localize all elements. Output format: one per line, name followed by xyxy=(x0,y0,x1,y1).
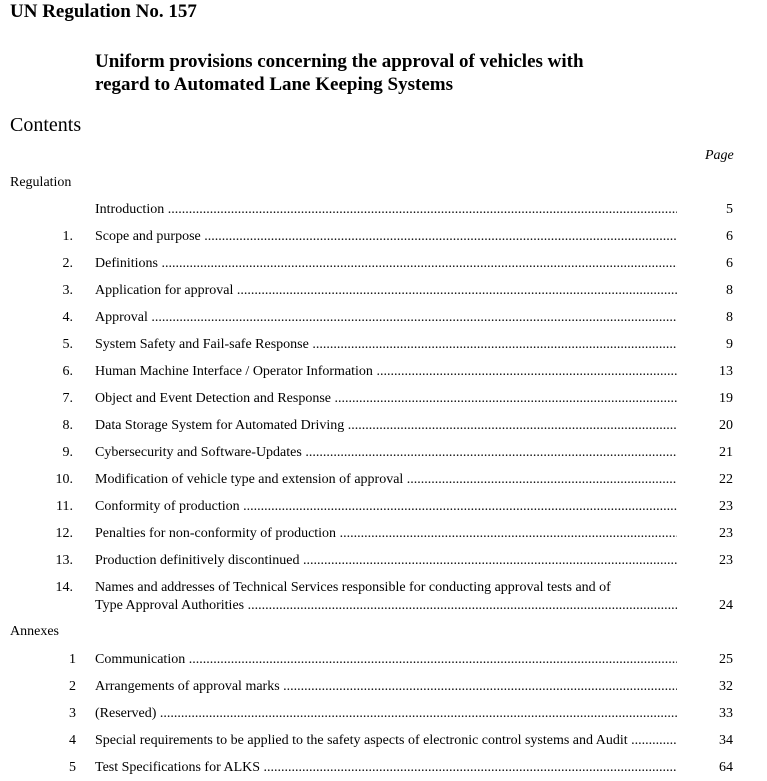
document-subtitle xyxy=(95,50,695,96)
entry-title[interactable]: Definitions ..... xyxy=(95,255,677,273)
entry-number: 14. xyxy=(55,580,73,595)
entry-page: 13 xyxy=(719,364,733,379)
toc-entry[interactable] xyxy=(0,255,767,273)
toc-entry[interactable] xyxy=(0,651,767,669)
toc-entry[interactable] xyxy=(0,705,767,723)
entry-number: 5. xyxy=(62,337,73,352)
entry-number: 6. xyxy=(62,364,73,379)
entry-title[interactable]: Object and Event Detection and Response ..... xyxy=(95,390,677,408)
entry-page: 19 xyxy=(719,391,733,406)
contents-heading: Contents xyxy=(10,114,82,136)
entry-page: 8 xyxy=(726,310,733,325)
toc-entry[interactable] xyxy=(0,732,767,750)
entry-page: 6 xyxy=(726,229,733,244)
toc-entry[interactable] xyxy=(0,309,767,327)
toc-entry[interactable] xyxy=(0,498,767,516)
entry-title-line-1[interactable]: Names and addresses of Technical Services responsible for conducting approval tests and of xyxy=(95,580,611,595)
entry-title[interactable]: Data Storage System for Automated Driving ..... xyxy=(95,417,677,435)
entry-number: 11. xyxy=(56,499,73,514)
entry-number: 1. xyxy=(62,229,73,244)
entry-number: 9. xyxy=(62,445,73,460)
entry-page: 23 xyxy=(719,526,733,541)
entry-title[interactable]: Penalties for non-conformity of production ..... xyxy=(95,525,677,543)
toc-entry[interactable] xyxy=(0,678,767,696)
entry-number: 8. xyxy=(62,418,73,433)
entry-title[interactable]: Production definitively discontinued ..... xyxy=(95,552,677,570)
entry-number: 1 xyxy=(69,652,76,667)
toc-entry[interactable] xyxy=(0,228,767,246)
regulation-title: UN Regulation No. 157 xyxy=(10,1,197,22)
entry-number: 5 xyxy=(69,760,76,775)
toc-entry[interactable] xyxy=(0,363,767,381)
entry-title[interactable]: Application for approval ..... xyxy=(95,282,677,300)
entry-title[interactable]: Modification of vehicle type and extension of approval ..... xyxy=(95,471,677,489)
entry-number: 7. xyxy=(62,391,73,406)
entry-page: 23 xyxy=(719,499,733,514)
entry-page: 25 xyxy=(719,652,733,667)
entry-number: 10. xyxy=(55,472,73,487)
toc-entry[interactable] xyxy=(0,336,767,354)
toc-entry[interactable] xyxy=(0,759,767,777)
entry-title[interactable]: Special requirements to be applied to the safety aspects of electronic control systems and Audit ..... xyxy=(95,732,677,750)
entry-number: 12. xyxy=(55,526,73,541)
toc-entry[interactable] xyxy=(0,525,767,543)
entry-page: 34 xyxy=(719,733,733,748)
entry-page: 64 xyxy=(719,760,733,775)
entry-title[interactable]: Scope and purpose ..... xyxy=(95,228,677,246)
entry-title[interactable]: Cybersecurity and Software-Updates ..... xyxy=(95,444,677,462)
toc-entry[interactable] xyxy=(0,390,767,408)
entry-title[interactable]: Conformity of production ..... xyxy=(95,498,677,516)
entry-number: 2 xyxy=(69,679,76,694)
entry-title[interactable]: Communication ..... xyxy=(95,651,677,669)
toc-entry[interactable] xyxy=(0,417,767,435)
entry-page: 6 xyxy=(726,256,733,271)
entry-page: 22 xyxy=(719,472,733,487)
toc-entry[interactable] xyxy=(0,201,767,219)
entry-page: 24 xyxy=(719,598,733,613)
entry-number: 4. xyxy=(62,310,73,325)
subtitle-line-2: regard to Automated Lane Keeping Systems xyxy=(95,74,453,95)
entry-title[interactable]: Human Machine Interface / Operator Information ..... xyxy=(95,363,677,381)
entry-number: 13. xyxy=(55,553,73,568)
regulation-section-heading: Regulation xyxy=(10,175,72,190)
entry-number: 3. xyxy=(62,283,73,298)
entry-title[interactable]: (Reserved) ..... xyxy=(95,705,677,723)
entry-number: 4 xyxy=(69,733,76,748)
entry-number: 2. xyxy=(62,256,73,271)
entry-title[interactable]: Introduction ..... xyxy=(95,201,677,219)
entry-title[interactable]: System Safety and Fail-safe Response ..... xyxy=(95,336,677,354)
entry-page: 8 xyxy=(726,283,733,298)
toc-entry[interactable] xyxy=(0,282,767,300)
entry-title[interactable]: Test Specifications for ALKS ..... xyxy=(95,759,677,777)
entry-title[interactable]: Arrangements of approval marks ..... xyxy=(95,678,677,696)
entry-page: 32 xyxy=(719,679,733,694)
entry-title[interactable]: Approval ..... xyxy=(95,309,677,327)
entry-number: 3 xyxy=(69,706,76,721)
entry-page: 9 xyxy=(726,337,733,352)
entry-page: 23 xyxy=(719,553,733,568)
entry-page: 20 xyxy=(719,418,733,433)
toc-entry[interactable] xyxy=(0,552,767,570)
subtitle-line-1: Uniform provisions concerning the approval of vehicles with xyxy=(95,51,584,72)
toc-entry[interactable] xyxy=(0,579,767,615)
entry-page: 21 xyxy=(719,445,733,460)
page-column-header: Page xyxy=(705,148,734,163)
entry-title[interactable]: Type Approval Authorities ..... xyxy=(95,597,677,615)
annexes-section-heading: Annexes xyxy=(10,624,59,639)
entry-page: 5 xyxy=(726,202,733,217)
entry-page: 33 xyxy=(719,706,733,721)
toc-entry[interactable] xyxy=(0,444,767,462)
toc-entry[interactable] xyxy=(0,471,767,489)
